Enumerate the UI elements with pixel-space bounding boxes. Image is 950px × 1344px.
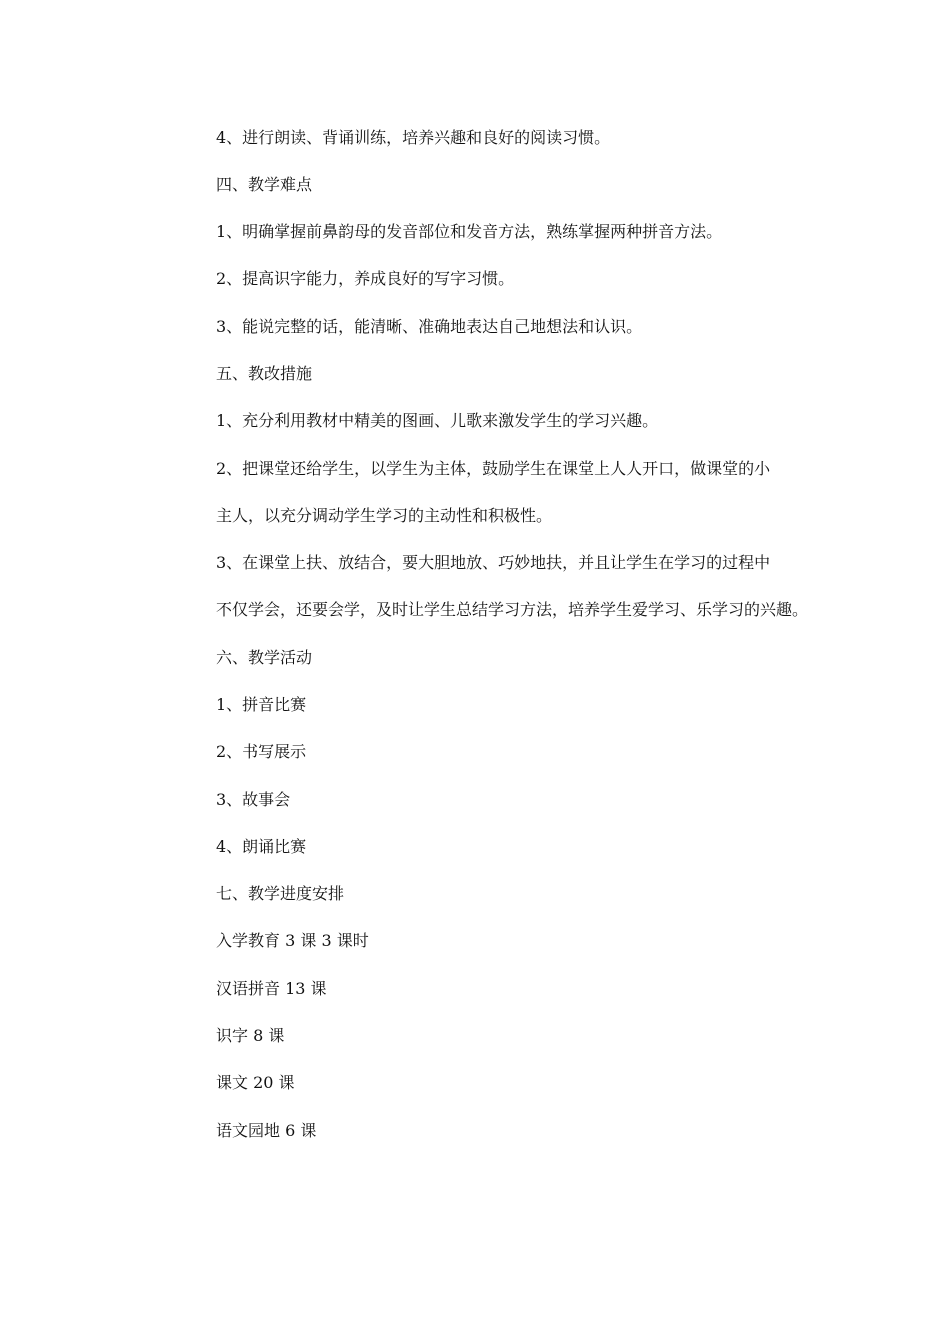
section-heading: 五、教改措施	[216, 364, 313, 383]
text-line: 1、充分利用教材中精美的图画、儿歌来激发学生的学习兴趣。	[216, 411, 659, 430]
text-line: 3、能说完整的话，能清晰、准确地表达自己地想法和认识。	[216, 317, 643, 336]
schedule-item: 课文 20 课	[216, 1073, 295, 1092]
list-item: 3、故事会	[216, 790, 291, 809]
section-heading: 六、教学活动	[216, 648, 313, 667]
text-line: 不仅学会，还要会学，及时让学生总结学习方法，培养学生爱学习、乐学习的兴趣。	[216, 600, 809, 619]
text-line: 2、把课堂还给学生，以学生为主体，鼓励学生在课堂上人人开口，做课堂的小	[216, 459, 771, 478]
text-line: 1、明确掌握前鼻韵母的发音部位和发音方法，熟练掌握两种拼音方法。	[216, 222, 723, 241]
schedule-item: 语文园地 6 课	[216, 1121, 317, 1140]
schedule-item: 入学教育 3 课 3 课时	[216, 931, 369, 950]
list-item: 1、拼音比赛	[216, 695, 307, 714]
list-item: 4、朗诵比赛	[216, 837, 307, 856]
list-item: 2、书写展示	[216, 742, 307, 761]
text-line: 2、提高识字能力，养成良好的写字习惯。	[216, 269, 515, 288]
text-line: 4、进行朗读、背诵训练，培养兴趣和良好的阅读习惯。	[216, 128, 611, 147]
schedule-item: 汉语拼音 13 课	[216, 979, 327, 998]
schedule-item: 识字 8 课	[216, 1026, 285, 1045]
section-heading: 四、教学难点	[216, 175, 313, 194]
section-heading: 七、教学进度安排	[216, 884, 345, 903]
text-line: 主人，以充分调动学生学习的主动性和积极性。	[216, 506, 553, 525]
text-line: 3、在课堂上扶、放结合，要大胆地放、巧妙地扶，并且让学生在学习的过程中	[216, 553, 771, 572]
